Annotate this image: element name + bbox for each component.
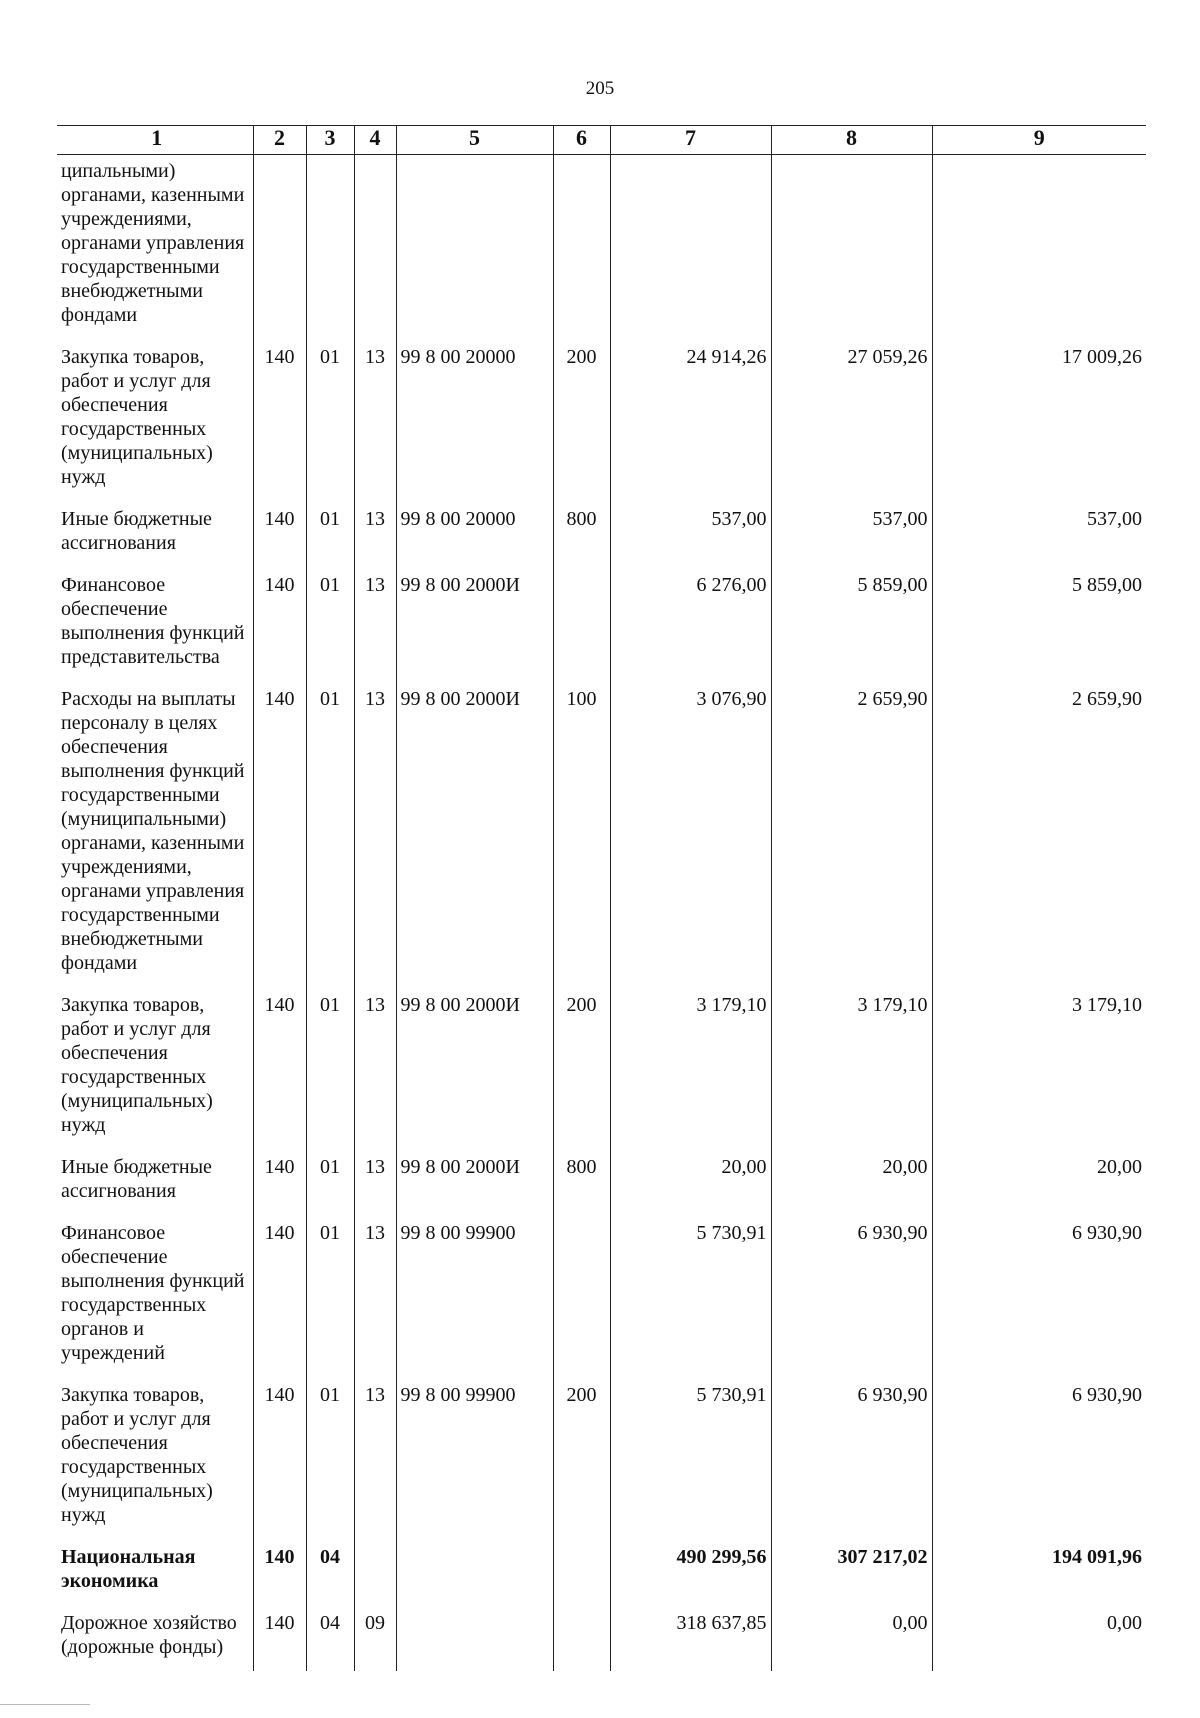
table-body [57,155,1146,1672]
code-cell: 140 [253,567,306,681]
code-cell [306,155,354,340]
code-cell: 140 [253,501,306,567]
amount-cell: 537,00 [932,501,1146,567]
amount-cell [610,155,771,340]
amount-cell: 307 217,02 [771,1539,932,1605]
code-cell: 01 [306,1149,354,1215]
amount-cell: 0,00 [932,1605,1146,1671]
table-row [57,155,1146,340]
amount-cell: 20,00 [932,1149,1146,1215]
amount-cell: 3 076,90 [610,681,771,987]
code-cell: 200 [553,339,610,501]
table-row [57,1149,1146,1215]
code-cell: 140 [253,1539,306,1605]
code-cell: 200 [553,987,610,1149]
row-name-cell: Закупка товаров, работ и услуг для обеспечения государственных (муниципальных) нужд [57,1377,253,1539]
amount-cell: 2 659,90 [932,681,1146,987]
code-cell [553,1539,610,1605]
code-cell: 09 [354,1605,396,1671]
code-cell: 13 [354,1149,396,1215]
code-cell: 99 8 00 2000И [396,987,553,1149]
column-header: 8 [771,126,932,155]
code-cell: 99 8 00 2000И [396,681,553,987]
code-cell: 01 [306,1377,354,1539]
row-name-cell: Расходы на выплаты персоналу в целях обеспечения выполнения функций государственными (муниципальными) органами, казенными учреждениями, органами управления государственными внебюджетными фондами [57,681,253,987]
amount-cell: 3 179,10 [610,987,771,1149]
table-row [57,1539,1146,1605]
amount-cell: 3 179,10 [771,987,932,1149]
code-cell: 800 [553,501,610,567]
amount-cell: 20,00 [610,1149,771,1215]
table-row [57,681,1146,987]
code-cell [553,1605,610,1671]
amount-cell: 6 930,90 [771,1215,932,1377]
code-cell: 13 [354,1215,396,1377]
amount-cell: 3 179,10 [932,987,1146,1149]
amount-cell: 6 930,90 [932,1215,1146,1377]
amount-cell: 5 730,91 [610,1215,771,1377]
table-row [57,1605,1146,1671]
table-row [57,567,1146,681]
code-cell: 140 [253,1377,306,1539]
code-cell [354,155,396,340]
page-number: 205 [585,78,615,99]
column-header: 5 [396,126,553,155]
column-header: 4 [354,126,396,155]
column-header: 2 [253,126,306,155]
code-cell: 99 8 00 20000 [396,501,553,567]
code-cell: 99 8 00 99900 [396,1377,553,1539]
row-name-cell: Дорожное хозяйство (дорожные фонды) [57,1605,253,1671]
code-cell [396,1605,553,1671]
column-header: 7 [610,126,771,155]
amount-cell: 24 914,26 [610,339,771,501]
table-row [57,1377,1146,1539]
amount-cell: 6 276,00 [610,567,771,681]
code-cell: 800 [553,1149,610,1215]
code-cell: 140 [253,1149,306,1215]
amount-cell: 537,00 [771,501,932,567]
amount-cell: 20,00 [771,1149,932,1215]
code-cell: 13 [354,681,396,987]
row-name-cell: Финансовое обеспечение выполнения функций государственных органов и учреждений [57,1215,253,1377]
code-cell: 13 [354,567,396,681]
code-cell: 13 [354,501,396,567]
row-name-cell: Закупка товаров, работ и услуг для обеспечения государственных (муниципальных) нужд [57,987,253,1149]
table-row [57,339,1146,501]
code-cell: 13 [354,339,396,501]
code-cell: 01 [306,567,354,681]
code-cell: 01 [306,987,354,1149]
table-header-row [57,126,1146,155]
scan-edge-line [0,1704,90,1705]
code-cell: 01 [306,681,354,987]
row-name-cell: ципальными) органами, казенными учреждениями, органами управления государственными внебюджетными фондами [57,155,253,340]
row-name-cell: Финансовое обеспечение выполнения функций представительства [57,567,253,681]
amount-cell [932,155,1146,340]
amount-cell: 5 859,00 [932,567,1146,681]
code-cell: 99 8 00 2000И [396,567,553,681]
code-cell: 200 [553,1377,610,1539]
code-cell: 04 [306,1605,354,1671]
code-cell: 01 [306,501,354,567]
code-cell: 13 [354,987,396,1149]
code-cell [553,155,610,340]
amount-cell: 5 859,00 [771,567,932,681]
code-cell: 04 [306,1539,354,1605]
table-row [57,987,1146,1149]
code-cell: 99 8 00 99900 [396,1215,553,1377]
code-cell [396,155,553,340]
code-cell: 140 [253,339,306,501]
code-cell [553,567,610,681]
code-cell: 100 [553,681,610,987]
column-header: 3 [306,126,354,155]
code-cell: 01 [306,339,354,501]
amount-cell [771,155,932,340]
amount-cell: 2 659,90 [771,681,932,987]
code-cell [253,155,306,340]
amount-cell: 6 930,90 [932,1377,1146,1539]
amount-cell: 537,00 [610,501,771,567]
code-cell: 140 [253,987,306,1149]
code-cell: 13 [354,1377,396,1539]
table-row [57,1215,1146,1377]
code-cell: 01 [306,1215,354,1377]
amount-cell: 490 299,56 [610,1539,771,1605]
amount-cell: 318 637,85 [610,1605,771,1671]
amount-cell: 27 059,26 [771,339,932,501]
code-cell: 140 [253,681,306,987]
code-cell: 99 8 00 2000И [396,1149,553,1215]
column-header: 6 [553,126,610,155]
amount-cell: 0,00 [771,1605,932,1671]
row-name-cell: Закупка товаров, работ и услуг для обеспечения государственных (муниципальных) нужд [57,339,253,501]
budget-table [57,125,1146,1671]
amount-cell: 6 930,90 [771,1377,932,1539]
code-cell [396,1539,553,1605]
amount-cell: 194 091,96 [932,1539,1146,1605]
amount-cell: 5 730,91 [610,1377,771,1539]
column-header: 1 [57,126,253,155]
amount-cell: 17 009,26 [932,339,1146,501]
code-cell [553,1215,610,1377]
code-cell [354,1539,396,1605]
table-row [57,501,1146,567]
code-cell: 140 [253,1605,306,1671]
row-name-cell: Иные бюджетные ассигнования [57,501,253,567]
code-cell: 99 8 00 20000 [396,339,553,501]
row-name-cell: Национальная экономика [57,1539,253,1605]
column-header: 9 [932,126,1146,155]
row-name-cell: Иные бюджетные ассигнования [57,1149,253,1215]
code-cell: 140 [253,1215,306,1377]
